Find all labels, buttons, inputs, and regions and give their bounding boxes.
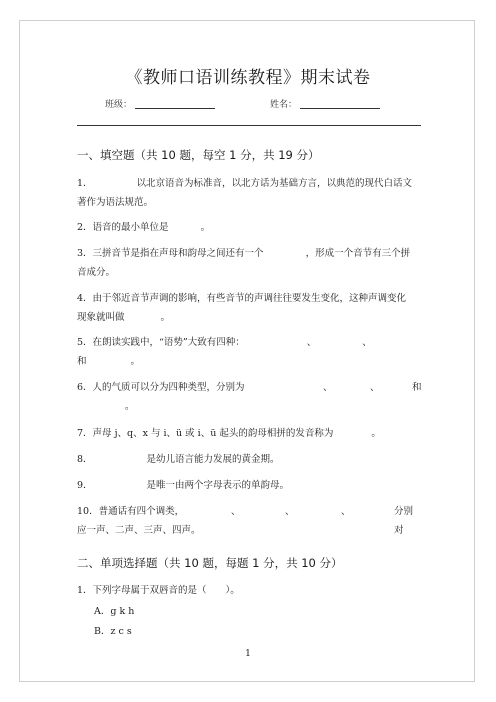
option-b-label: B． — [94, 626, 111, 637]
q2-num: 2． — [77, 222, 93, 233]
section2-heading: 二、单项选择题（共 10 题，每题 1 分，共 10 分） — [77, 556, 343, 570]
question-4 — [77, 290, 422, 327]
class-blank — [135, 99, 215, 109]
q3-line1b: ，形成一个音节有三个拼 — [305, 248, 411, 259]
q3-num: 3． — [77, 248, 93, 259]
q6-line2: 。 — [125, 400, 135, 412]
option-b-text: z c s — [110, 626, 132, 637]
option-a-label: A． — [94, 605, 111, 617]
mc1-option-b — [77, 623, 422, 642]
class-field — [105, 97, 215, 110]
q2-line1: 语音的最小单位是 — [92, 222, 169, 233]
q5-num: 5． — [77, 337, 93, 348]
q5-sep2: 、 — [362, 337, 372, 348]
name-blank — [300, 99, 380, 109]
q3-line2: 音成分。 — [77, 266, 116, 278]
page-number: 1 — [245, 649, 251, 659]
q3-line1a: 三拼音节是指在声母和韵母之间还有一个 — [92, 248, 264, 259]
class-label: 班级： — [105, 100, 133, 110]
q6-line1a: 人的气质可以分为四种类型，分别为 — [92, 382, 245, 393]
mc1-option-a — [77, 603, 422, 622]
option-a-text: g k h — [110, 605, 135, 617]
exam-title: 《教师口语训练教程》期末试卷 — [125, 68, 371, 88]
name-label: 姓名： — [270, 100, 298, 110]
mc1-num: 1． — [77, 585, 93, 596]
question-10 — [77, 503, 422, 540]
question-3 — [77, 245, 422, 282]
q5-line2b: 。 — [130, 355, 141, 367]
q6-sep3: 和 — [412, 382, 422, 393]
q5-line2a: 和 — [77, 355, 87, 367]
q6-sep1: 、 — [323, 382, 333, 393]
q7-line1b: 。 — [371, 428, 381, 439]
q6-sep2: 、 — [370, 382, 380, 393]
question-5 — [77, 334, 422, 371]
q10-line1a: 普通话有四个调类， — [98, 506, 185, 517]
question-7 — [77, 425, 422, 444]
q6-num: 6． — [77, 382, 93, 393]
q5-sep1: 、 — [306, 337, 317, 348]
q2-tail: 。 — [200, 222, 211, 233]
q1-num: 1． — [77, 178, 93, 189]
q10-sep2: 、 — [285, 506, 295, 517]
question-2 — [77, 219, 422, 238]
name-field — [270, 97, 380, 110]
q9-line1: 是唯一由两个字母表示的单韵母。 — [146, 480, 290, 491]
q10-line1b: 分别对 — [394, 506, 414, 536]
q10-sep3: 、 — [341, 506, 351, 517]
q1-line2: 著作为语法规范。 — [77, 196, 154, 208]
q8-line1: 是幼儿语言能力发展的黄金期。 — [146, 454, 280, 465]
question-8 — [77, 451, 422, 470]
mc1-stem: 下列字母属于双唇音的是（ ）。 — [92, 585, 240, 596]
question-1 — [77, 175, 422, 212]
q8-num: 8． — [77, 454, 93, 465]
q4-line2a: 现象就叫做 — [77, 311, 125, 323]
q9-num: 9． — [77, 480, 93, 491]
q10-sep1: 、 — [231, 506, 241, 517]
q5-line1a: 在朗读实践中，“语势”大致有四种： — [92, 337, 245, 348]
question-6 — [77, 379, 422, 416]
q4-line2b: 。 — [160, 311, 171, 323]
header-divider — [77, 125, 421, 126]
q10-line2: 应一声、二声、三声、四声。 — [77, 524, 201, 536]
section1-heading: 一、填空题（共 10 题，每空 1 分，共 19 分） — [77, 148, 320, 162]
q4-num: 4． — [77, 293, 93, 304]
q1-line1: 以北京语音为标准音，以北方话为基础方言，以典范的现代白话文 — [136, 178, 413, 189]
q7-line1a: 声母 j、q、x 与 i、ü 或 i、ü 起头的韵母相拼的发音称为 — [92, 428, 334, 439]
q10-num: 10． — [77, 506, 99, 517]
mc-question-1 — [77, 582, 422, 642]
q7-num: 7． — [77, 428, 93, 439]
q4-line1: 由于邻近音节声调的影响，有些音节的声调往往要发生变化，这种声调变化 — [92, 293, 407, 304]
question-9 — [77, 477, 422, 496]
